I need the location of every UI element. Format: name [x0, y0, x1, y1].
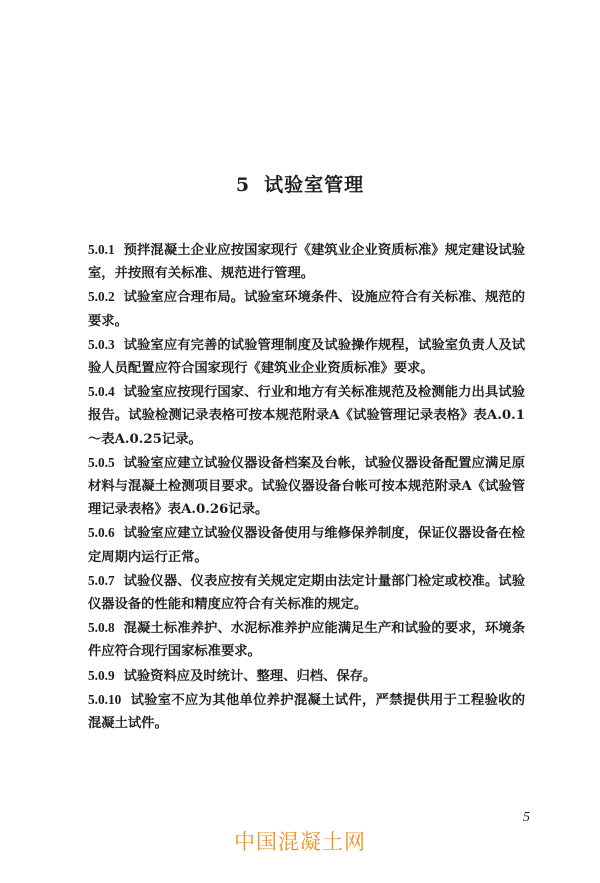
clause-number: 5.0.10: [88, 691, 122, 707]
clause-text: 试验仪器、仪表应按有关规定定期由法定计量部门检定或校准。试验仪器设备的性能和精度应符合有关标准的规定。: [88, 573, 525, 613]
clause-text: 试验室不应为其他单位养护混凝土试件，严禁提供用于工程验收的混凝土试件。: [88, 692, 525, 732]
clause-number: 5.0.1: [88, 242, 115, 257]
clause-text: 试验室应建立试验仪器设备使用与维修保养制度，保证仪器设备在检定周期内运行正常。: [88, 526, 525, 565]
clause-item: [88, 285, 525, 332]
clause-number: 5.0.8: [88, 620, 115, 636]
clause-text: 预拌混凝土企业应按国家现行《建筑业企业资质标准》规定建设试验室，并按照有关标准、规范进行管理。: [88, 243, 525, 282]
clause-text: 试验室应建立试验仪器设备档案及台帐，试验仪器设备配置应满足原材料与混凝土检测项目要求。试验仪器设备台帐可按本规范附录A《试验管理记录表格》表A.0.26记录。: [88, 455, 525, 518]
clause-number: 5.0.7: [88, 572, 115, 588]
clause-item: [88, 569, 525, 616]
clause-item: [88, 521, 525, 568]
clause-item: [88, 333, 525, 380]
clause-item: [88, 451, 525, 522]
clause-text: 试验资料应及时统计、整理、归档、保存。: [123, 668, 377, 684]
clause-text: 试验室应按现行国家、行业和地方有关标准规范及检测能力出具试验报告。试验检测记录表格可按本规范附录A《试验管理记录表格》表A.0.1～表A.0.25记录。: [88, 385, 525, 447]
clause-item: [88, 688, 525, 735]
chapter-number: 5: [235, 174, 251, 196]
page-number: 5: [523, 810, 530, 825]
clause-number: 5.0.3: [88, 336, 115, 352]
clause-number: 5.0.6: [88, 525, 115, 541]
clause-number: 5.0.9: [88, 667, 115, 683]
clause-text: 试验室应合理布局。试验室环境条件、设施应符合有关标准、规范的要求。: [88, 290, 525, 329]
clause-item: [88, 238, 525, 285]
clause-item: [88, 664, 525, 688]
clause-item: [88, 616, 525, 663]
clause-number: 5.0.2: [88, 289, 115, 305]
clause-text: 试验室应有完善的试验管理制度及试验操作规程，试验室负责人及试验人员配置应符合国家现行《建筑业企业资质标准》要求。: [88, 337, 525, 377]
chapter-heading: [0, 170, 600, 197]
clause-number: 5.0.4: [88, 384, 115, 400]
chapter-title-text: 试验室管理: [264, 174, 365, 196]
clause-item: [88, 380, 525, 451]
clause-list: [88, 238, 525, 735]
clause-text: 混凝土标准养护、水泥标准养护应能满足生产和试验的要求，环境条件应符合现行国家标准要求。: [88, 621, 525, 660]
clause-number: 5.0.5: [88, 454, 115, 470]
watermark-text: 中国混凝土网: [234, 830, 366, 854]
